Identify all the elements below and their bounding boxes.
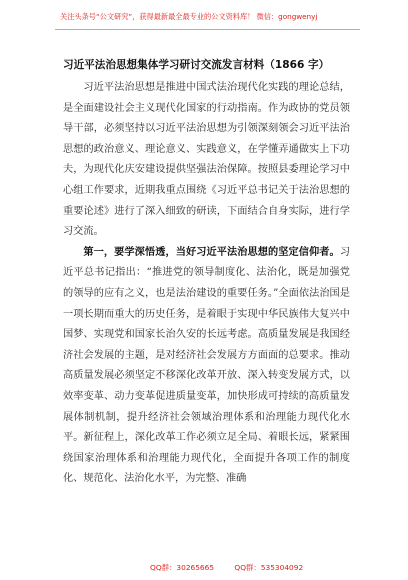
header-divider [55, 29, 360, 30]
intro-paragraph: 习近平法治思想是推进中国式法治现代化实践的理论总结，是全面建设社会主义现代化国家的行动指南。作为政协的党员领导干部，必须坚持以习近平法治思想为引领深刻领会习近平法治思想的政治意义、理论意义、实践意义，在学懂弄通做实上下功夫，为现代化庆安建设提供坚强法治保障。按照县委理论学习中心组工作要求，近期我重点围绕《习近平总书记关于法治思想的重要论述》进行了深入细致的研读，下面结合自身实际，进行学习交流。 [63, 82, 350, 238]
section-one-lead: 第一，要学深悟透，当好习近平法治思想的坚定信仰者。 [83, 246, 340, 258]
header-notice: 关注头条号“公文研究”，获得最新最全最专业的公文资料库！ 微信：gongwenyj [60, 12, 318, 21]
section-one-paragraph [63, 243, 350, 490]
footer-qq-groups [150, 562, 350, 576]
section-one-body: 习近平总书记指出：“推进党的领导制度化、法治化，既是加强党的领导的应有之义，也是法治建设的重要任务。”全面依法治国是一项长期而重大的历史任务，是着眼于实现中华民族伟大复兴中国梦、实现党和国家长治久安的长远考虑。高质量发展是我国经济社会发展的主题，是对经济社会发展方方面面的总要求。推动高质量发展必须坚定不移深化改革开放、深入转变发展方式，以效率变革、动力变革促进质量变革，加快形成可持续的高质量发展体制机制，提升经济社会领域治理体系和治理能力现代化水平。新征程上，深化改革工作必须立足全局、着眼长远，紧紧围绕国家治理体系和治理能力现代化，全面提升各项工作的制度化、规范化、法治化水平，为完整、准确 [63, 246, 350, 485]
footer-qq-group-1: QQ群：30265665 [150, 563, 215, 572]
document-title: 习近平法治思想集体学习研讨交流发言材料（1866 字） [63, 59, 330, 71]
footer-qq-group-2: QQ群：535304092 [234, 563, 304, 572]
document-body [63, 78, 350, 490]
